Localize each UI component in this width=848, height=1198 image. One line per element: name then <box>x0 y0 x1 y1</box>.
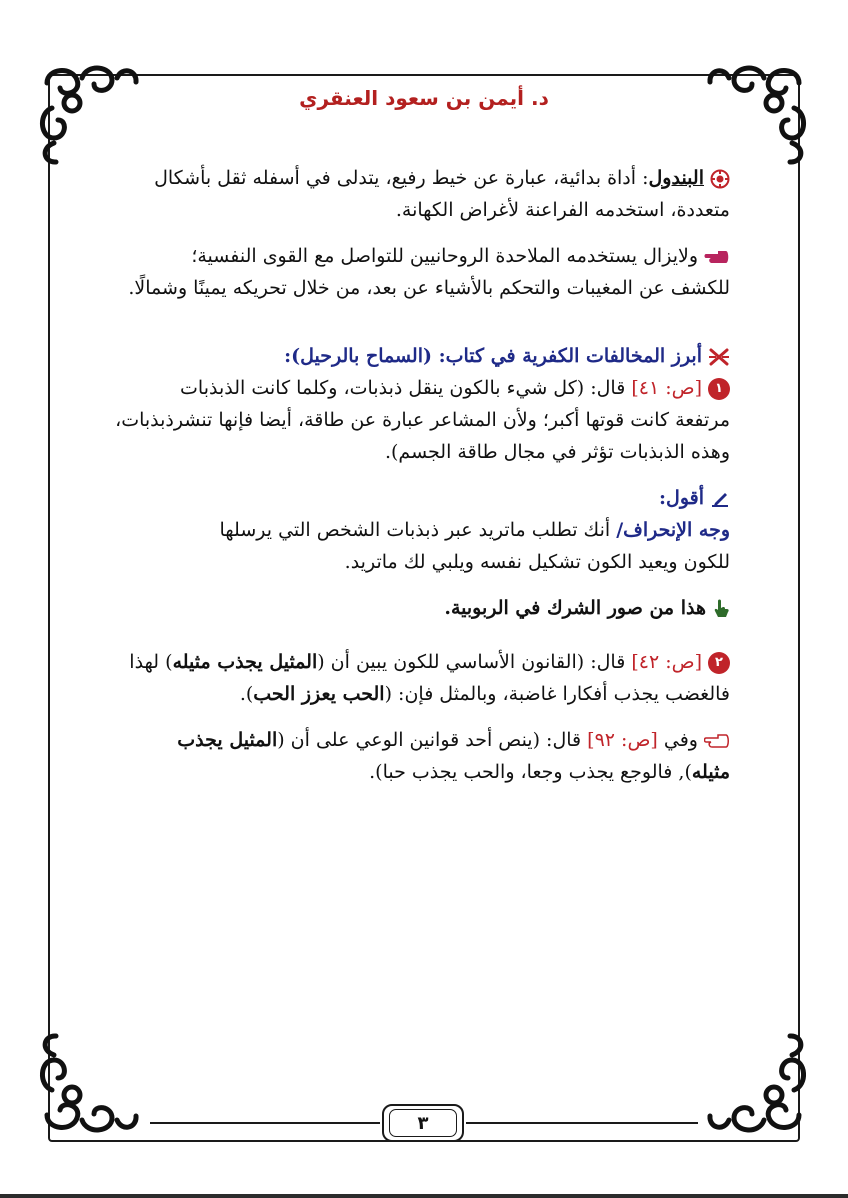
pendulum-usage-cont: للكشف عن المغيبات والتحكم بالأشياء عن بعد، من خلال تحريكه يمينًا وشمالًا. <box>128 277 730 299</box>
page-number-box <box>382 1104 464 1142</box>
deviation-statement-cont: للكون ويعيد الكون تشكيل نفسه ويلبي لك ماتريد. <box>344 551 730 573</box>
footer-rule-left <box>150 1122 380 1124</box>
page-reference: [ص: ٩٢] <box>587 729 658 751</box>
item-1-cont-2: وهذه الذبذبات تؤثر في مجال طاقة الجسم). <box>384 441 730 463</box>
pen-writing-icon <box>710 490 730 508</box>
term-pendulum: البندول <box>648 167 704 189</box>
item-2: ٢[ص: ٤٢] قال: (القانون الأساسي للكون يبين أن (المثيل يجذب مثيله) لهذا <box>100 646 730 678</box>
item-3-cont: مثيله), فالوجع يجذب وجعا، والحب يجذب حبا). <box>369 761 730 783</box>
page-number: ٣ <box>417 1112 429 1134</box>
pendulum-definition-cont: متعددة، استخدمه الفراعنة لأغراض الكهانة. <box>395 199 730 221</box>
page-reference: [ص: ٤٢] <box>631 651 702 673</box>
pendulum-definition: البندول: أداة بدائية، عبارة عن خيط رفيع، يتدلى في أسفله ثقل بأشكال <box>100 162 730 194</box>
ornament-corner-bottom-right <box>704 1030 814 1140</box>
item-3: وفي [ص: ٩٢] قال: (ينص أحد قوانين الوعي على أن (المثيل يجذب <box>100 724 730 756</box>
pointing-hand-outline-icon <box>704 734 730 748</box>
section-heading: أبرز المخالفات الكفرية في كتاب: (السماح بالرحيل): <box>100 340 730 372</box>
page-content <box>100 162 730 788</box>
footer-rule-right <box>466 1122 698 1124</box>
aqool-heading: أقول: <box>100 482 730 514</box>
bottom-edge <box>0 1194 848 1198</box>
flower-bullet-icon <box>710 169 730 189</box>
page-reference: [ص: ٤١] <box>631 377 702 399</box>
shirk-note: هذا من صور الشرك في الربوبية. <box>100 592 730 624</box>
pendulum-usage: ولايزال يستخدمه الملاحدة الروحانيين للتواصل مع القوى النفسية؛ <box>100 240 730 272</box>
ornament-corner-bottom-left <box>32 1030 142 1140</box>
item-2-cont: فالغضب يجذب أفكارا غاضبة، وبالمثل فإن: (الحب يعزز الحب). <box>239 683 730 705</box>
deviation-label: وجه الإنحراف/ <box>616 519 730 541</box>
author-header: د. أيمن بن سعود العنقري <box>299 86 549 110</box>
cross-warning-icon <box>708 347 730 367</box>
item-1-cont: مرتفعة كانت قوتها أكبر؛ ولأن المشاعر عبارة عن طاقة، أيضا فإنها تنشرذبذبات، <box>115 409 730 431</box>
item-number-badge: ١ <box>708 378 730 400</box>
pointing-hand-icon <box>704 250 730 264</box>
ornament-corner-top-left <box>32 58 142 168</box>
hand-point-down-icon <box>712 599 730 619</box>
item-1: ١[ص: ٤١] قال: (كل شيء بالكون ينقل ذبذبات، وكلما كانت الذبذبات <box>100 372 730 404</box>
item-number-badge: ٢ <box>708 652 730 674</box>
deviation-statement: وجه الإنحراف/ أنك تطلب ماتريد عبر ذبذبات الشخص التي يرسلها <box>219 519 730 541</box>
ornament-corner-top-right <box>704 58 814 168</box>
